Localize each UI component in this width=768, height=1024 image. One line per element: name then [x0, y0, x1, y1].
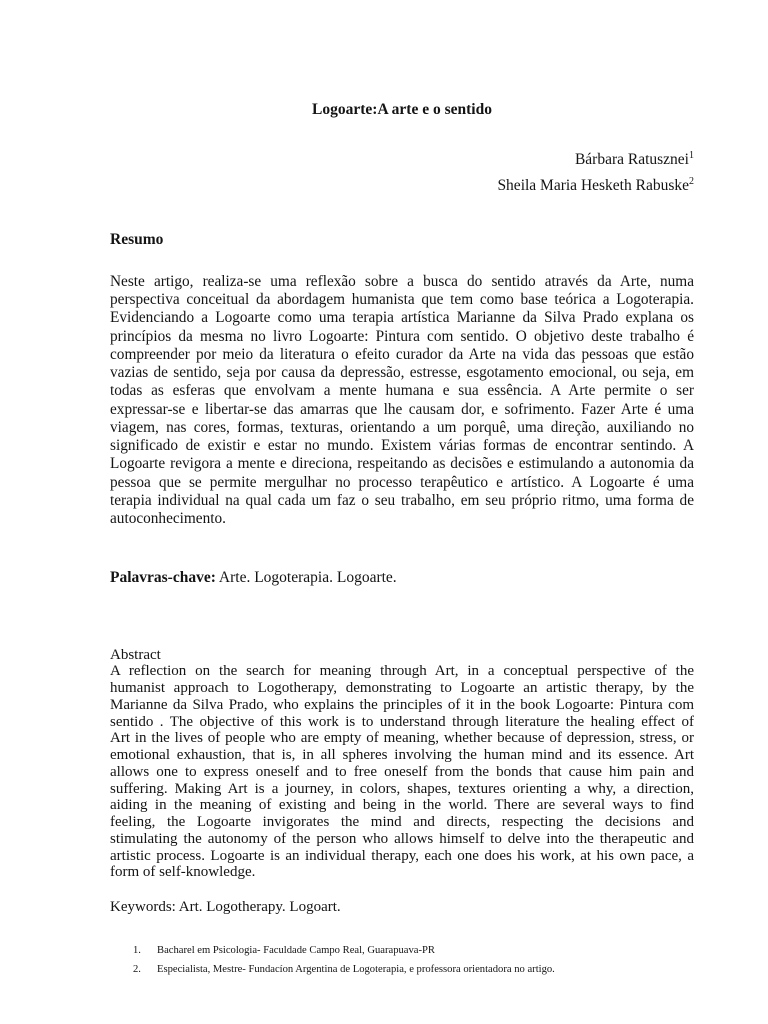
resumo-line: autoconhecimento.	[110, 510, 226, 528]
abstract-line: suffering. Making Art is a journey, in colors, shapes, textures orienting a why, a direction,	[110, 780, 694, 797]
paper-title: Logoarte:A arte e o sentido	[312, 101, 492, 118]
footnote	[0, 963, 768, 977]
footnote-number: 1.	[133, 945, 141, 956]
resumo-line: perspectiva conceitual da abordagem humanista que tem como base teórica a Logoterapia.	[110, 291, 694, 309]
author-line	[110, 177, 694, 195]
abstract-line: allows one to express oneself and to free oneself from the bonds that cause him pain and	[110, 763, 694, 780]
abstract-section	[110, 647, 694, 882]
palavras-chave-text: Arte. Logoterapia. Logoarte.	[218, 569, 397, 586]
abstract-line: form of self-knowledge.	[110, 864, 256, 881]
author-name: Sheila Maria Hesketh Rabuske	[497, 177, 689, 194]
abstract-line: humanist approach to Logotherapy, demonstrating to Logoarte an artistic therapy, by the	[110, 680, 694, 697]
keywords-en: Keywords: Art. Logotherapy. Logoart.	[110, 899, 341, 915]
resumo-line: vazias de sentido, seja por causa da depressão, estresse, esgotamento emocional, ou seja, em	[110, 364, 694, 382]
footnote	[0, 944, 768, 958]
resumo-line: Neste artigo, realiza-se uma reflexão sobre a busca do sentido através da Arte, numa	[110, 273, 694, 290]
author-name: Bárbara Ratusznei	[574, 151, 689, 168]
abstract-line: emotional exhaustion, that is, in all spheres involving the human mind and its essence. Art	[110, 747, 694, 764]
footnote-marker: 1	[689, 150, 694, 161]
abstract-line: A reflection on the search for meaning through Art, in a conceptual perspective of the	[110, 663, 694, 680]
palavras-chave	[110, 569, 694, 587]
resumo-line: viagem, nas cores, formas, texturas, orientando a um porquê, uma direção, auxiliando no	[110, 418, 694, 436]
abstract-line: feeling, the Logoarte invigorates the mind and directs, respecting the decisions and	[110, 814, 694, 831]
abstract-line: aiding in the meaning of existing and being in the world. There are several ways to find	[110, 797, 694, 814]
footnote-text: Bacharel em Psicologia- Faculdade Campo Real, Guarapuava-PR	[157, 945, 435, 956]
abstract-line: stimulating the autonomy of the person who allows himself to delve into the therapeutic and	[110, 830, 694, 847]
resumo-line: princípios da mesma no livro Logoarte: Pintura com sentido. O objetivo deste trabalho é	[110, 327, 694, 345]
abstract-line: sentido . The objective of this work is to understand through literature the healing effect of	[110, 713, 694, 730]
abstract-heading: Abstract	[110, 646, 161, 663]
abstract-line: Marianne da Silva Prado, who explains the principles of it in the book Logoarte: Pintura com	[110, 696, 694, 713]
resumo-line: compreender por meio da literatura o efeito curador da Arte na vida das pessoas que estão	[110, 345, 694, 363]
resumo-line: expressar-se e libertar-se das amarras que lhe causam dor, e sofrimento. Fazer Arte é uma	[110, 400, 694, 418]
footnote-number: 2.	[133, 964, 141, 975]
footnote-marker: 2	[689, 176, 694, 187]
palavras-chave-label: Palavras-chave:	[110, 569, 216, 586]
resumo-line: pessoa que se permite mergulhar no processo terapêutico e artístico. A Logoarte é uma	[110, 473, 694, 491]
resumo-line: terapia individual na qual cada um faz o seu trabalho, em seu próprio ritmo, uma forma de	[110, 491, 694, 509]
abstract-line: Art in the lives of people who are empty of meaning, whether because of depression, stress, or	[110, 730, 694, 747]
abstract-line: artistic process. Logoarte is an individual therapy, each one does his work, at his own pace, a	[110, 847, 694, 864]
resumo-line: Logoarte revigora a mente e direciona, respeitando as decisões e estimulando a autonomia da	[110, 455, 694, 473]
footnote-text: Especialista, Mestre- Fundacíon Argentina de Logoterapia, e professora orientadora no artigo.	[157, 964, 555, 975]
resumo-line: todas as esferas que envolvam a mente humana e sua essência. A Arte permite o ser	[110, 382, 694, 400]
resumo-heading: Resumo	[110, 231, 164, 248]
resumo-line: significado de existir e estar no mundo. Existem várias formas de encontrar sentindo. A	[110, 437, 694, 455]
author-line	[110, 151, 694, 169]
resumo-paragraph	[110, 273, 694, 528]
resumo-line: Evidenciando a Logoarte como uma terapia artística Marianne da Silva Prado explana os	[110, 309, 694, 327]
